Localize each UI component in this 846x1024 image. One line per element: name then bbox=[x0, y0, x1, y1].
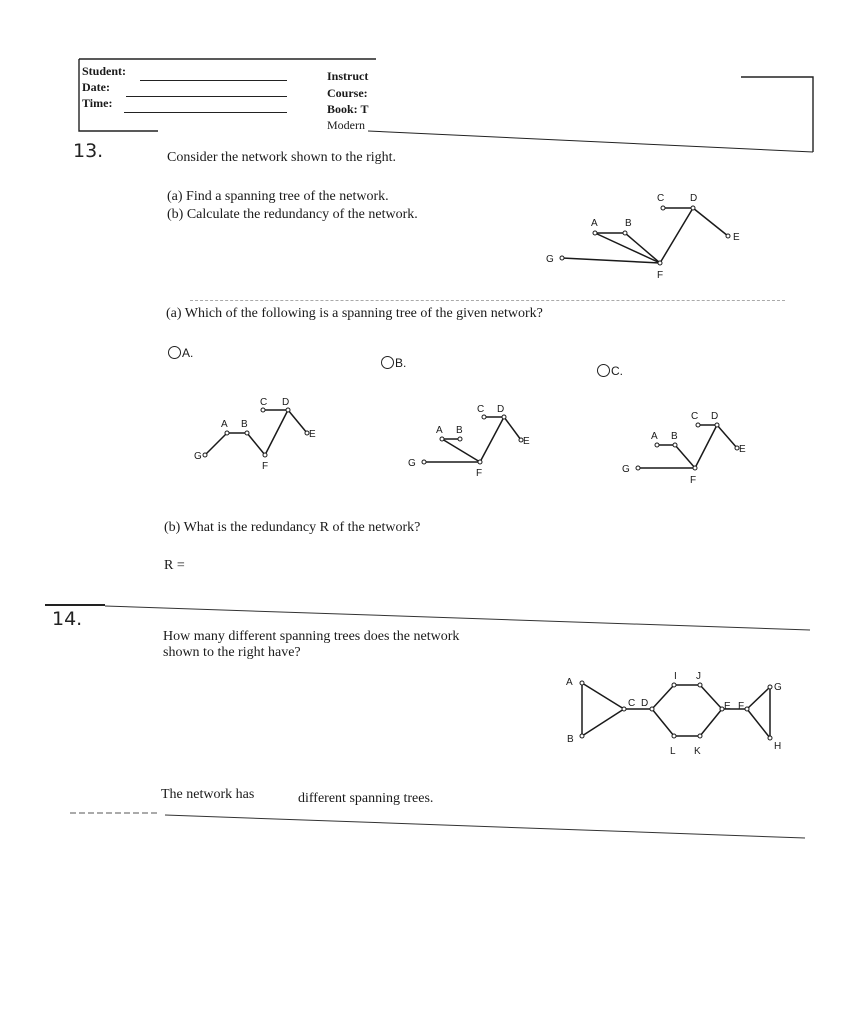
q14-network-diagram bbox=[562, 668, 802, 763]
option-c-label-e: E bbox=[739, 444, 746, 455]
time-label: Time: bbox=[82, 96, 113, 110]
option-b-label-b: B bbox=[456, 425, 463, 436]
header-box-lines bbox=[78, 57, 818, 157]
option-c-radio[interactable] bbox=[597, 364, 610, 377]
node-label-f: F bbox=[657, 270, 664, 281]
option-c-label-c: C bbox=[691, 411, 699, 422]
question-14-prompt-line1: How many different spanning trees does the network bbox=[163, 629, 460, 644]
date-label: Date: bbox=[82, 80, 110, 94]
option-b-label-g: G bbox=[408, 458, 416, 469]
spanning-trees-input[interactable] bbox=[272, 788, 296, 804]
option-c-label-g: G bbox=[622, 464, 630, 475]
node-label-b: B bbox=[625, 218, 632, 229]
student-label: Student: bbox=[82, 64, 127, 78]
option-c-label-b: B bbox=[671, 431, 678, 442]
redundancy-input[interactable] bbox=[192, 558, 242, 575]
q13-network-diagram bbox=[540, 188, 760, 288]
node-label-g: G bbox=[546, 254, 554, 265]
modern-label: Modern bbox=[327, 118, 365, 132]
q14-label-h: H bbox=[774, 741, 782, 752]
separator-q14 bbox=[45, 600, 815, 630]
option-c[interactable] bbox=[597, 364, 623, 378]
q14-label-c: C bbox=[628, 698, 636, 709]
option-b[interactable] bbox=[381, 356, 406, 370]
q14-label-f: F bbox=[738, 701, 745, 712]
option-b-graph bbox=[404, 402, 544, 492]
option-a-graph bbox=[190, 395, 330, 485]
question-14-answer-suffix: different spanning trees. bbox=[298, 791, 434, 806]
option-c-label-a: A bbox=[651, 431, 658, 442]
question-14-answer-prefix: The network has bbox=[161, 787, 255, 802]
node-label-e: E bbox=[733, 232, 740, 243]
option-b-label-e: E bbox=[523, 436, 530, 447]
question-14-number: 14. bbox=[52, 608, 83, 630]
course-label: Course: bbox=[327, 86, 368, 100]
q14-label-g: G bbox=[774, 682, 782, 693]
option-a[interactable] bbox=[168, 346, 193, 360]
question-13-number: 13. bbox=[73, 140, 104, 162]
option-a-radio[interactable] bbox=[168, 346, 181, 359]
option-a-label: A. bbox=[182, 346, 194, 360]
q14-label-l: L bbox=[670, 746, 676, 757]
student-field[interactable] bbox=[140, 80, 287, 81]
option-a-label-f: F bbox=[262, 461, 269, 472]
q14-label-d: D bbox=[641, 698, 649, 709]
option-b-label: B. bbox=[395, 356, 407, 370]
q14-label-b: B bbox=[567, 734, 574, 745]
question-14-prompt-line2: shown to the right have? bbox=[163, 645, 301, 660]
question-13-part-a: (a) Find a spanning tree of the network. bbox=[167, 189, 389, 204]
option-c-graph bbox=[620, 408, 760, 498]
option-b-label-d: D bbox=[497, 404, 505, 415]
separator-dashed-1 bbox=[190, 300, 785, 301]
option-a-label-d: D bbox=[282, 397, 290, 408]
redundancy-label: R = bbox=[164, 558, 185, 573]
node-label-d: D bbox=[690, 193, 698, 204]
q14-label-e: E bbox=[724, 701, 731, 712]
q14-label-i: I bbox=[674, 671, 677, 682]
time-field[interactable] bbox=[124, 112, 287, 113]
header-box bbox=[78, 57, 814, 150]
question-13-prompt: Consider the network shown to the right. bbox=[167, 150, 397, 165]
option-a-label-b: B bbox=[241, 419, 248, 430]
question-13-part-b: (b) Calculate the redundancy of the network. bbox=[167, 207, 418, 222]
question-13b-prompt: (b) What is the redundancy R of the network? bbox=[164, 520, 421, 535]
q14-label-k: K bbox=[694, 746, 701, 757]
option-b-label-c: C bbox=[477, 404, 485, 415]
book-label: Book: T bbox=[327, 102, 369, 116]
q14-label-j: J bbox=[696, 671, 701, 682]
option-a-label-a: A bbox=[221, 419, 228, 430]
option-a-label-c: C bbox=[260, 397, 268, 408]
instructor-label: Instruct bbox=[327, 69, 369, 83]
option-b-radio[interactable] bbox=[381, 356, 394, 369]
q14-label-a: A bbox=[566, 677, 573, 688]
option-a-label-e: E bbox=[309, 429, 316, 440]
option-b-label-a: A bbox=[436, 425, 443, 436]
option-c-label: C. bbox=[611, 364, 623, 378]
node-label-a: A bbox=[591, 218, 598, 229]
option-c-label-f: F bbox=[690, 475, 697, 486]
option-a-label-g: G bbox=[194, 451, 202, 462]
option-b-label-f: F bbox=[476, 468, 483, 479]
node-label-c: C bbox=[657, 193, 665, 204]
date-field[interactable] bbox=[126, 96, 287, 97]
bottom-rule bbox=[70, 810, 810, 840]
option-c-label-d: D bbox=[711, 411, 719, 422]
question-13a-choice-prompt: (a) Which of the following is a spanning tree of the given network? bbox=[166, 306, 543, 321]
